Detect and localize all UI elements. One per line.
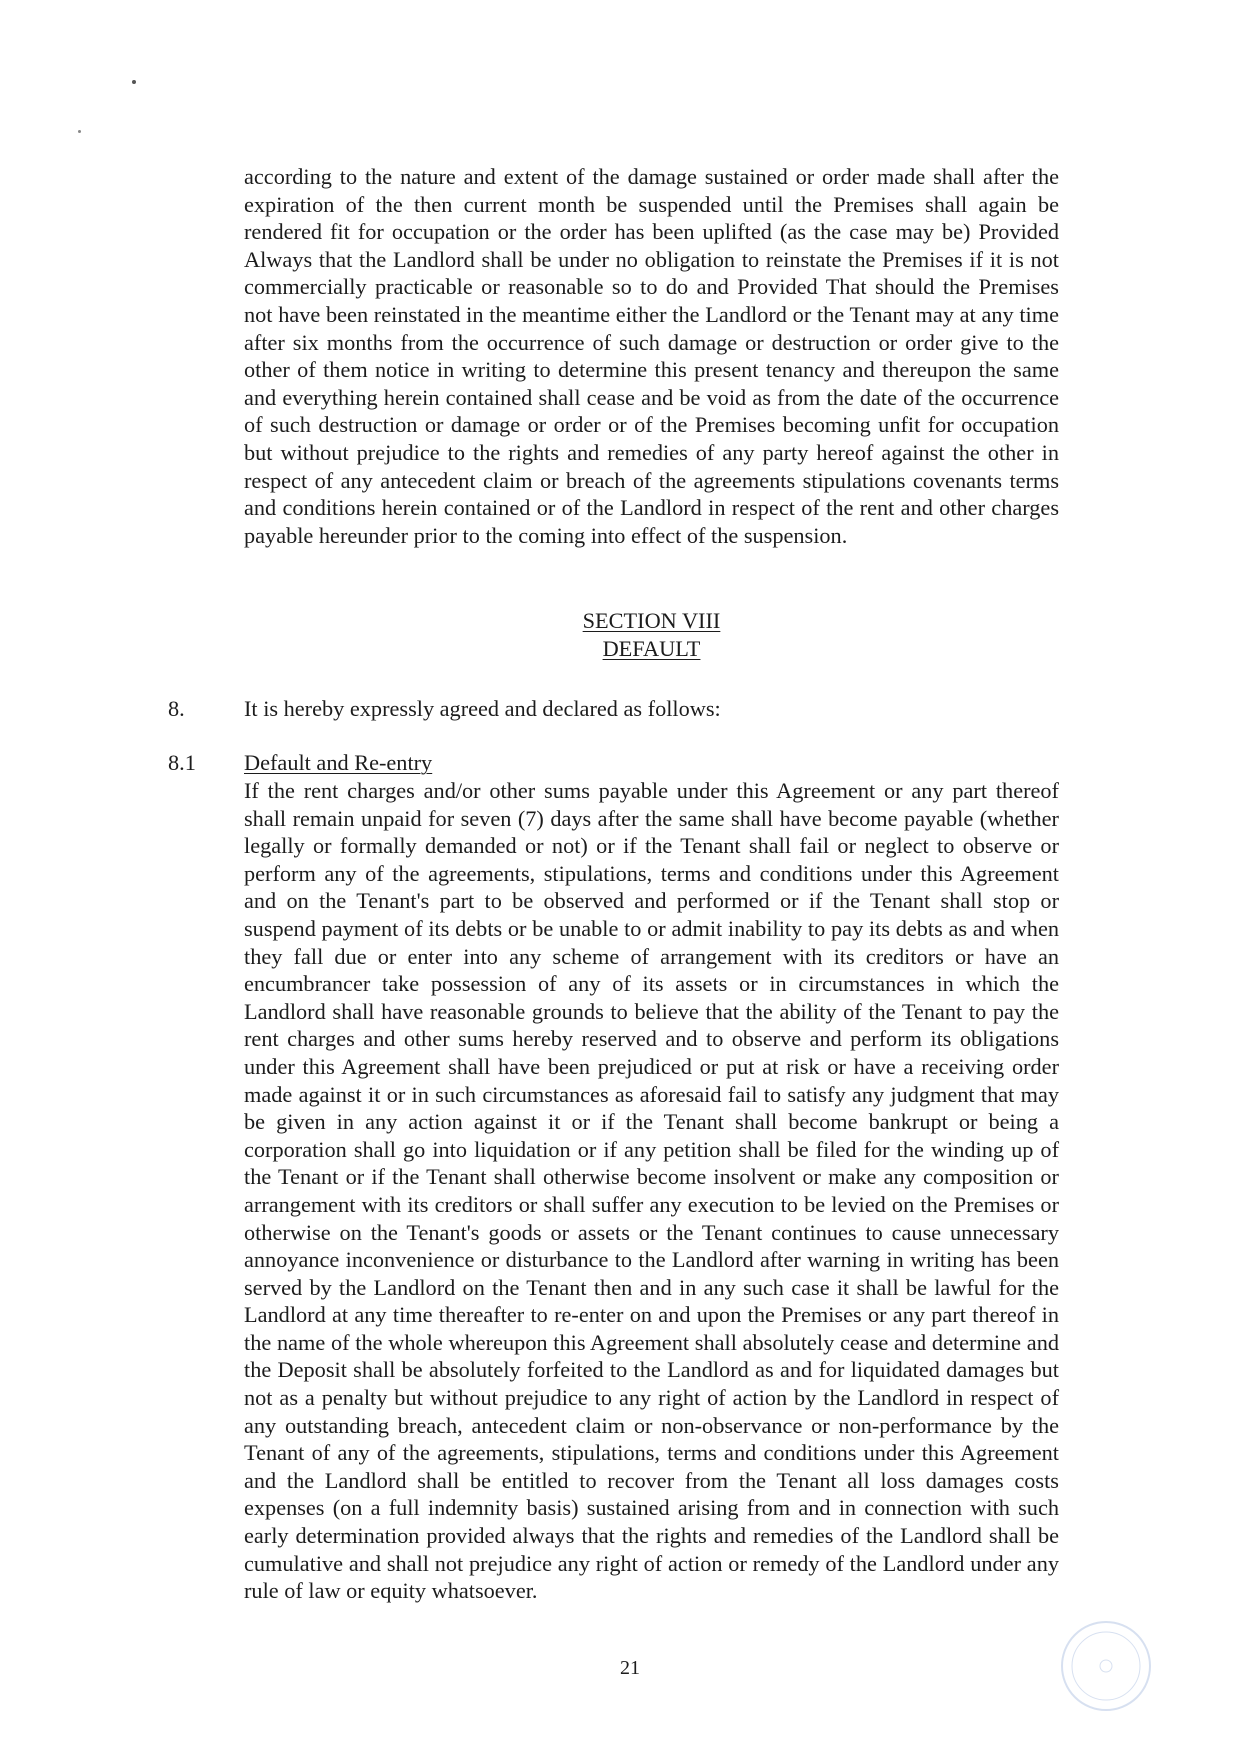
continued-paragraph: according to the nature and extent of the damage sustained or order made shall after the expiration of the then current month be suspended until the Premises shall again be rendered fit for occupation or the order has been uplifted (as the case may be) Provided Always that the Landlord shall be under no obligation to reinstate the Premises if it is not commercially practicable or reasonable so to do and Provided That should the Premises not have been reinstated in the meantime either the Landlord or the Tenant may at any time after six months from the occurrence of such damage or destruction or order give to the other of them notice in writing to determine this present tenancy and thereupon the same and everything herein contained shall cease and be void as from the date of the occurrence of such destruction or damage or order or of the Premises becoming unfit for occupation but without prejudice to the rights and remedies of any party hereof against the other in respect of any antecedent claim or breach of the agreements stipulations covenants terms and conditions herein contained or of the Landlord in respect of the rent and other charges payable hereunder prior to the coming into effect of the suspension. — [244, 164, 1059, 548]
seal-stamp-icon — [1058, 1618, 1154, 1714]
clause-8-1-body: If the rent charges and/or other sums payable under this Agreement or any part thereof shall remain unpaid for seven (7) days after the same shall have become payable (whether legally or formally demanded or not) or if the Tenant shall fail or neglect to observe or perform any of the agreements, stipulations, terms and conditions under this Agreement and on the Tenant's part to be observed and performed or if the Tenant shall stop or suspend payment of its debts or be unable to or admit inability to pay its debts as and when they fall due or enter into any scheme of arrangement with its creditors or have an encumbrancer take possession of any of its assets or in circumstances in which the Landlord shall have reasonable grounds to believe that the ability of the Tenant to pay the rent charges and other sums hereby reserved and to observe and perform its obligations under this Agreement shall have been prejudiced or put at risk or have a receiving order made against it or in such circumstances as aforesaid fail to satisfy any judgment that may be given in any action against it or if the Tenant shall become bankrupt or being a corporation shall go into liquidation or if any petition shall be filed for the winding up of the Tenant or if the Tenant shall otherwise become insolvent or make any composition or arrangement with its creditors or shall suffer any execution to be levied on the Premises or otherwise on the Tenant's goods or assets or the Tenant continues to cause unnecessary annoyance inconvenience or disturbance to the Landlord after warning in writing has been served by the Landlord on the Tenant then and in any such case it shall be lawful for the Landlord at any time thereafter to re-enter on and upon the Premises or any part thereof in the name of the whole whereupon this Agreement shall absolutely cease and determine and the Deposit shall be absolutely forfeited to the Landlord as and for liquidated damages but not as a penalty but without prejudice to any right of action by the Landlord in respect of any outstanding breach, antecedent claim or non-observance or non-performance by the Tenant of any of the agreements, stipulations, terms and conditions under this Agreement and the Landlord shall be entitled to recover from the Tenant all loss damages costs expenses (on a full indemnity basis) sustained arising from and in connection with such early determination provided always that the rights and remedies of the Landlord shall be cumulative and shall not prejudice any right of action or remedy of the Landlord under any rule of law or equity whatsoever. — [244, 778, 1059, 1604]
clause-8-1-heading-text: Default and Re-entry — [244, 750, 433, 775]
clause-8-text: It is hereby expressly agreed and declared as follows: — [244, 696, 721, 721]
scan-speck — [132, 80, 136, 84]
clause-8-1-heading — [244, 749, 1059, 777]
section-title-heading — [244, 635, 1059, 663]
section-title-text: DEFAULT — [602, 636, 701, 661]
section-number-heading — [244, 607, 1059, 635]
clause-8-1-number: 8.1 — [168, 750, 196, 775]
section-number-text: SECTION VIII — [582, 608, 721, 633]
scan-speck — [78, 130, 81, 133]
clause-8-number: 8. — [168, 696, 185, 721]
page-number: 21 — [620, 1657, 640, 1679]
